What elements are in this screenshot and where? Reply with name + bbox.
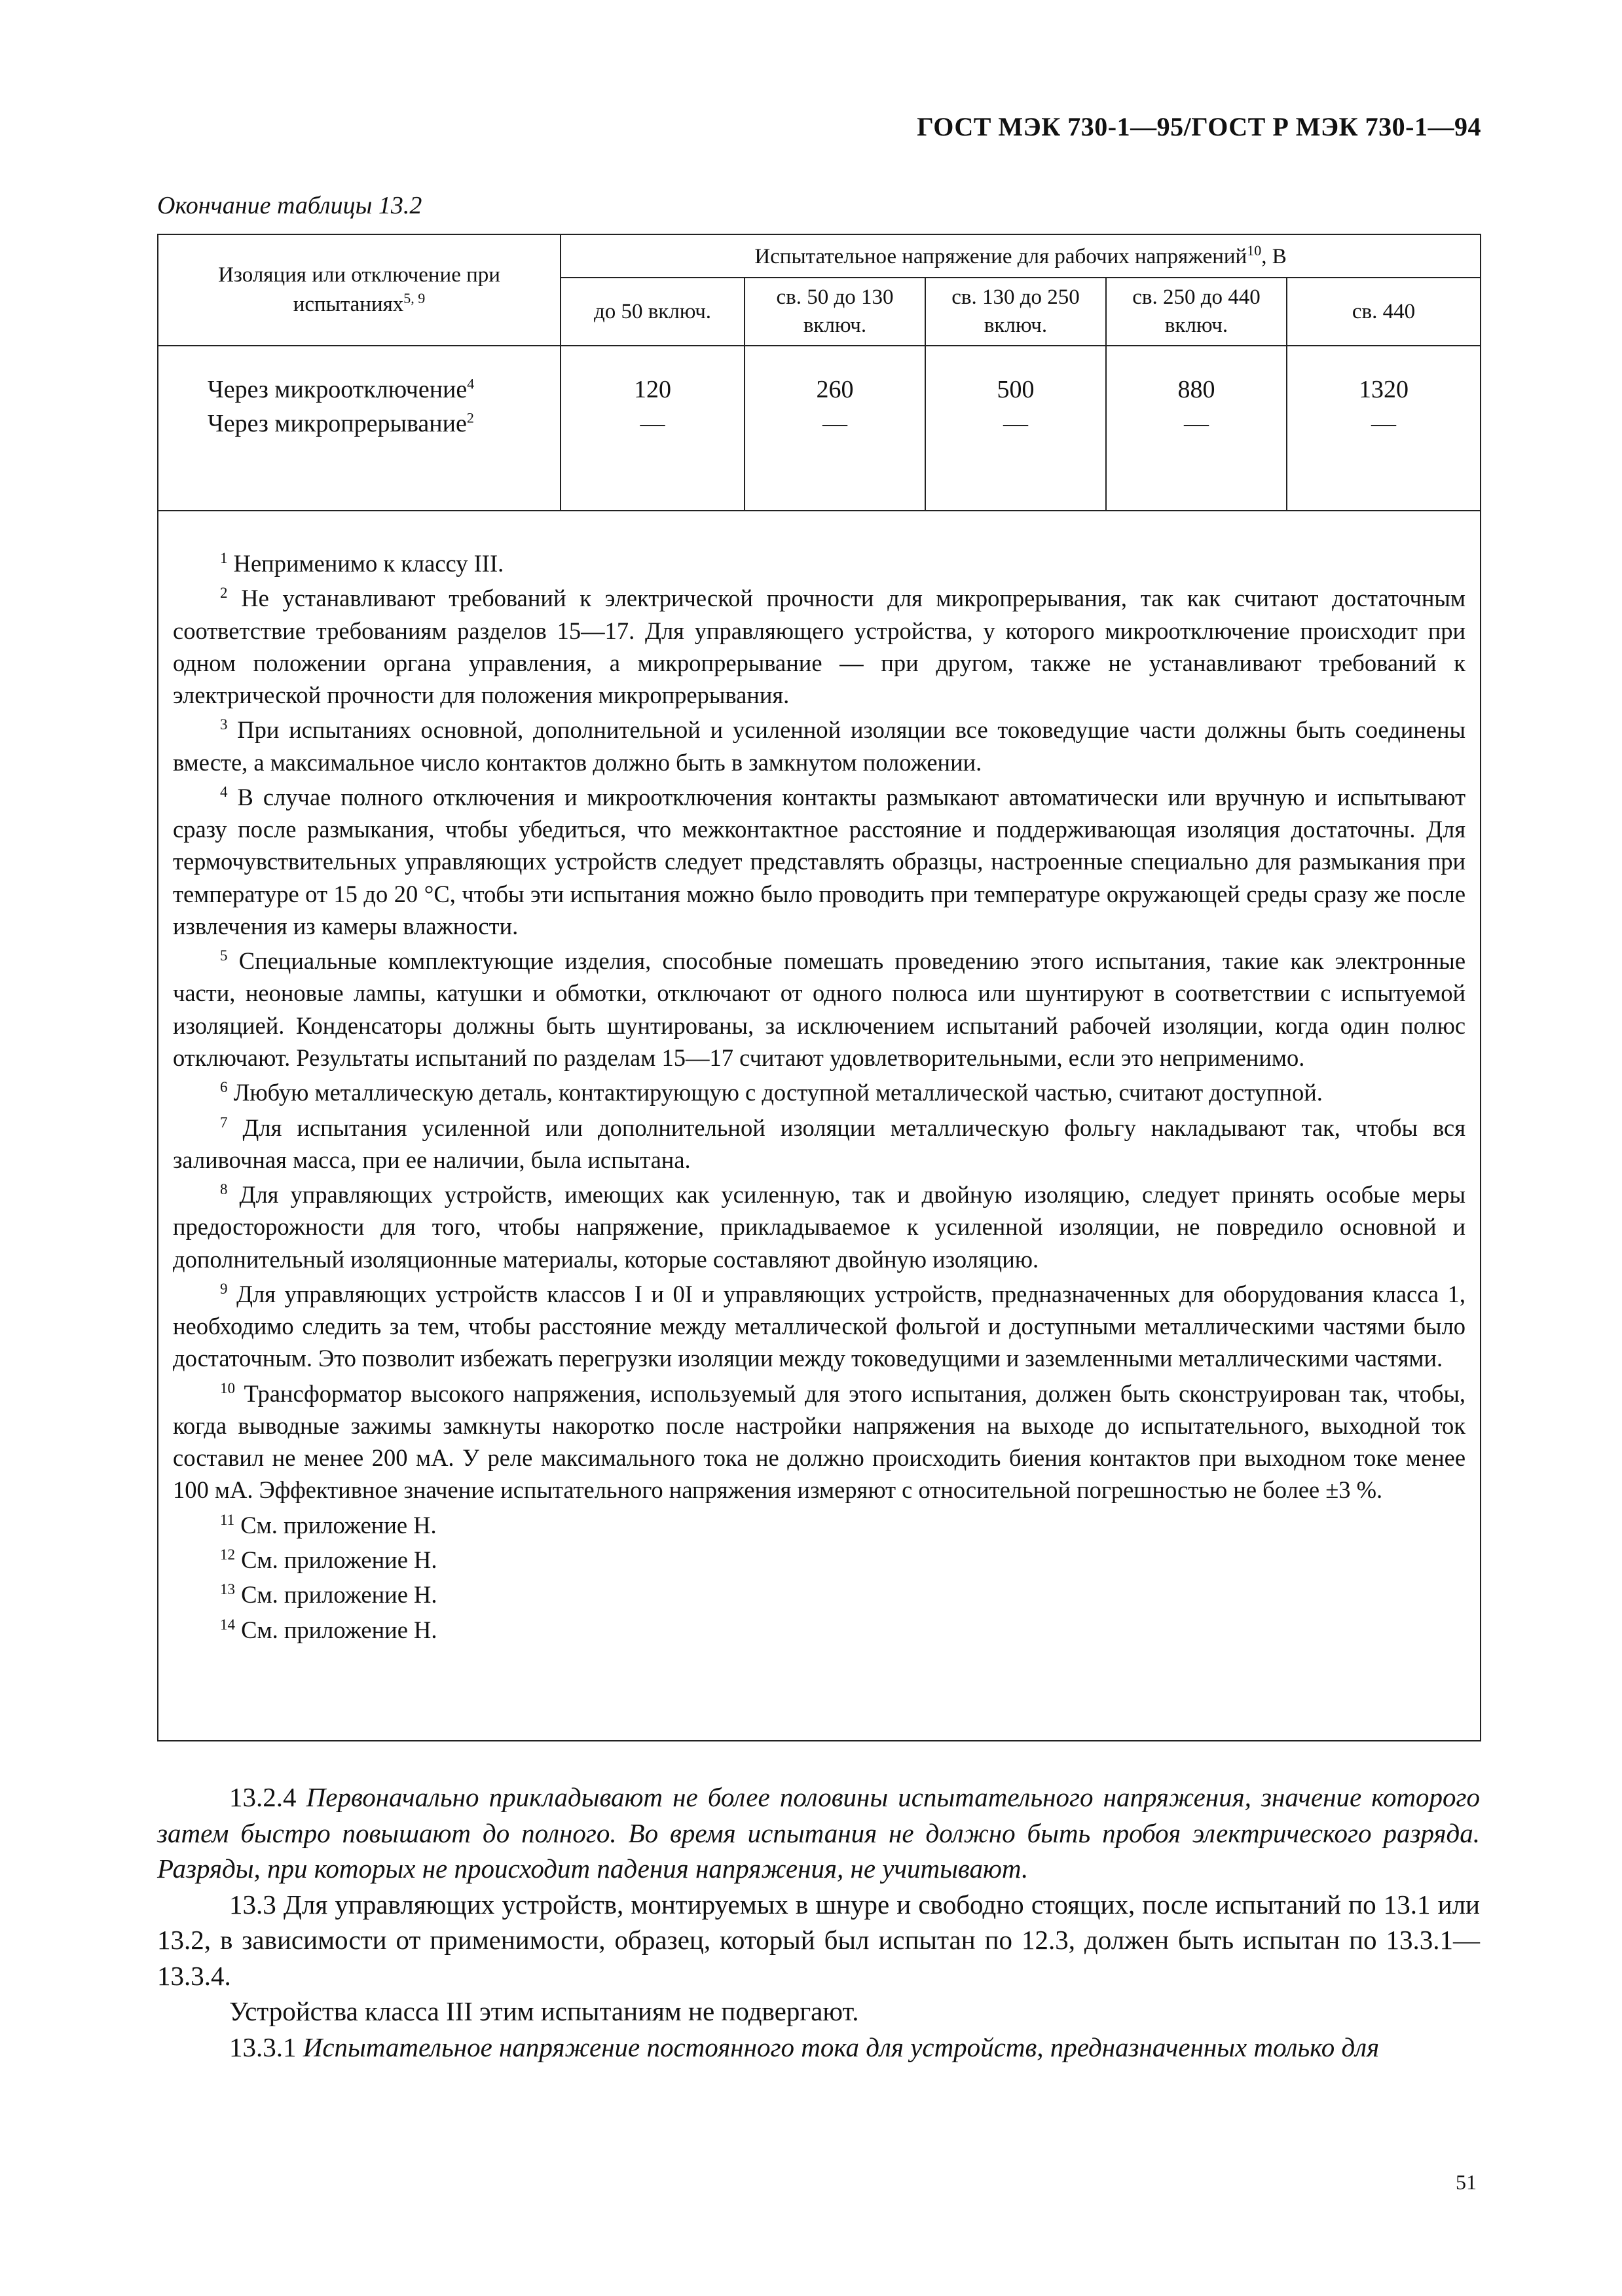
document-header: ГОСТ МЭК 730-1—95/ГОСТ Р МЭК 730-1—94 [917,112,1481,141]
voltage-header-sup: 10 [1247,242,1262,259]
paragraph-class-iii: Устройства класса III этим испытаниям не подвергают. [229,1996,859,2027]
paragraph-13-3: 13.3 Для управляющих устройств, монтируемых в шнуре и свободно стоящих, после испытаний по 13.1 или 13.2, в зависимости от применимости, образец, который был испытан по 12.3, должен быть испытан по 13.3.1—13.3.4. [157,1889,1480,1991]
paragraph-13-3-1: 13.3.1 Испытательное напряжение постоянного тока для устройств, предназначенных только для [229,2032,1380,2062]
value-cell: 120 — [561,346,745,511]
table-note: $^5$ Специальные комплектующие изделия, способные помешать проведению этого испытания, такие как электронные части, неоновые лампы, катушки и обмотки, отключают от одного полюса или шунтируют в соответствии с испытуемой изоляцией. Конденсаторы должны быть шунтированы, за исключением испытаний рабочей изоляции, когда один полюс отключают. Результаты испытаний по разделам 15—17 считают удовлетворительными, если это неприменимо. [173,947,1466,1071]
table-notes [158,511,1481,1741]
table-note: $^9$ Для управляющих устройств классов I и 0I и управляющих устройств, предназначенных для оборудования класса 1, необходимо следить за тем, чтобы расстояние между металлической фольгой и доступными металлическими частями было достаточным. Это позволит избежать перегрузки изоляции между токоведущими и заземленными металлическими частями. [173,1280,1466,1372]
value-cell: 880 — [1106,346,1287,511]
paragraph-13-2-4: 13.2.4 Первоначально прикладывают не более половины испытательного напряжения, значение которого затем быстро повышают до полного. Во время испытания не должно быть пробоя электрического разряда. Разряды, при которых не происходит падения напряжения, не учитывают. [157,1782,1481,1884]
voltage-header-cell [561,234,1481,278]
voltage-header-label: Испытательное напряжение для рабочих напряжений [754,244,1247,268]
row-header-sup: 5, 9 [403,290,426,306]
table-note: $^{10}$ Трансформатор высокого напряжения, используемый для этого испытания, должен быть сконструирован так, чтобы, когда выводные зажимы замкнуты накоротко после настройки напряжения на выходе до испытательного, выходной ток составил не менее 200 мА. У реле максимального тока не должно происходить биения контактов при выходном токе менее 100 мА. Эффективное значение испытательного напряжения измеряют с относительной погрешностью не более ±3 %. [173,1379,1466,1504]
row-label: Через микропрерывание$^2$ [208,409,474,438]
column-header: до 50 включ. [561,278,745,346]
table-note: $^{13}$ См. приложение Н. [220,1581,437,1609]
value-cell: 1320 — [1287,346,1481,511]
column-header: св. 130 до 250 включ. [925,278,1106,346]
column-header: св. 250 до 440 включ. [1106,278,1287,346]
value-cell: 500 — [925,346,1106,511]
table-note: $^{14}$ См. приложение Н. [220,1616,437,1643]
body-text [157,1779,1480,2065]
voltage-header-unit: , В [1261,244,1287,268]
column-header: св. 50 до 130 включ. [745,278,925,346]
test-voltage-table [157,234,1481,1741]
table-note: $^{11}$ См. приложение Н. [220,1511,437,1539]
table-note: $^1$ Неприменимо к классу III. [220,549,504,577]
table-caption: Окончание таблицы 13.2 [157,192,422,219]
notes-row [158,511,1481,1741]
table-note: $^6$ Любую металлическую деталь, контактирующую с доступной металлической частью, считают доступной. [220,1079,1323,1106]
table-header-row [158,234,1481,278]
table-note: $^8$ Для управляющих устройств, имеющих как усиленную, так и двойную изоляцию, следует принять особые меры предосторожности для того, чтобы напряжение, прикладываемое к усиленной изоляции, не повредило основной и дополнительный изоляционные материалы, которые составляют двойную изоляцию. [173,1180,1466,1273]
row-header-label: Изоляция или отключение при испытаниях [218,263,500,316]
value-cell: 260 — [745,346,925,511]
row-header-cell [158,234,561,346]
table-note: $^4$ В случае полного отключения и микроотключения контакты размыкают автоматически или вручную и испытывают сразу после размыкания, чтобы убедиться, что межконтактное расстояние и поддерживающая изоляция достаточны. Для термочувствительных управляющих устройств следует представлять образцы, настроенные специально для размыкания при температуре от 15 до 20 °С, чтобы эти испытания можно было проводить при температуре окружающей среды сразу же после извлечения из камеры влажности. [173,783,1466,939]
page-number: 51 [1456,2170,1477,2194]
row-label: Через микроотключение$^4$ [208,375,475,403]
table-note: $^3$ При испытаниях основной, дополнительной и усиленной изоляции все токоведущие части должны быть соединены вместе, а максимальное число контактов должно быть в замкнутом положении. [173,716,1466,776]
table-note: $^2$ Не устанавливают требований к электрической прочности для микропрерывания, так как считают достаточным соответствие требованиям разделов 15—17. Для управляющего устройства, у которого микроотключение происходит при одном положении органа управления, а микропрерывание — при другом, также не устанавливают требований к электрической прочности для положения микропрерывания. [173,585,1466,709]
column-header: св. 440 [1287,278,1481,346]
table-row [158,346,1481,511]
table-note: $^{12}$ См. приложение Н. [220,1546,437,1573]
row-label-cell [158,346,561,511]
table-note: $^7$ Для испытания усиленной или дополнительной изоляции металлическую фольгу накладывают так, чтобы вся заливочная масса, при ее наличии, была испытана. [173,1114,1466,1173]
